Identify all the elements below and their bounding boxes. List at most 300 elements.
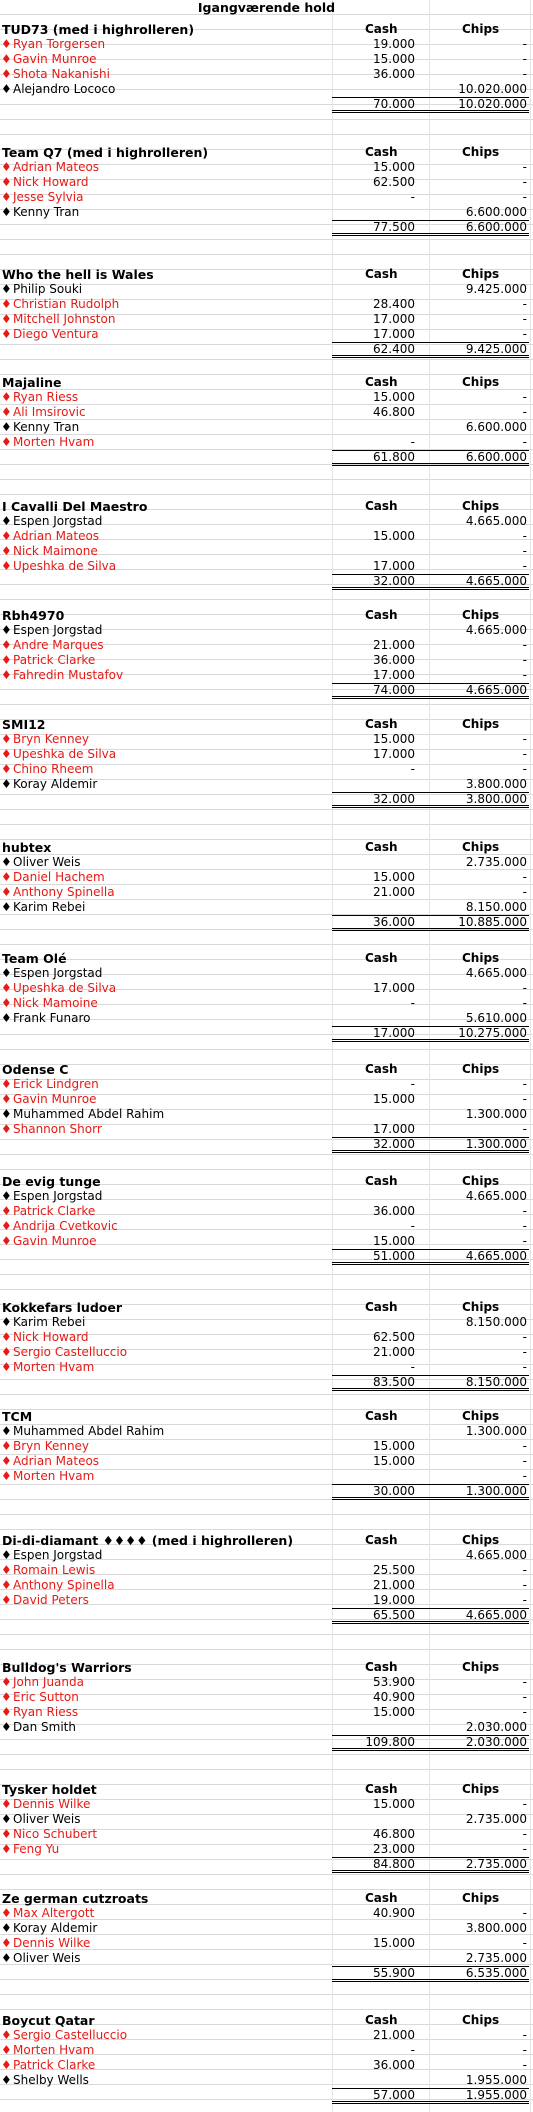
player-chips: - <box>522 405 527 419</box>
player-chips: - <box>522 2043 527 2057</box>
player-name: Kenny Tran <box>13 420 80 434</box>
player-name: Adrian Mateos <box>13 160 100 174</box>
total-chips: 1.300.000 <box>465 1484 527 1498</box>
total-cash: 65.500 <box>373 1608 415 1622</box>
player-chips: - <box>522 1593 527 1607</box>
player-cash: - <box>410 1360 415 1374</box>
total-chips: 10.275.000 <box>458 1026 527 1040</box>
red-diamond-icon: ♦ <box>1 327 12 341</box>
total-cash: 36.000 <box>373 915 415 929</box>
grid-row-line <box>0 1754 533 1755</box>
player-name: Shannon Shorr <box>13 1122 102 1136</box>
grid-row-line <box>0 1514 533 1515</box>
player-chips: - <box>522 2028 527 2042</box>
grid-row-line <box>0 1154 533 1155</box>
player-chips: - <box>522 1705 527 1719</box>
red-diamond-icon: ♦ <box>1 1330 12 1344</box>
player-chips: - <box>522 870 527 884</box>
team-title: hubtex <box>2 840 52 855</box>
player-chips: 3.800.000 <box>465 777 527 791</box>
total-cash: 17.000 <box>373 1026 415 1040</box>
player-cash: 23.000 <box>373 1842 415 1856</box>
player-chips: 4.665.000 <box>465 966 527 980</box>
red-diamond-icon: ♦ <box>1 37 12 51</box>
player-name: Feng Yu <box>13 1842 60 1856</box>
red-diamond-icon: ♦ <box>1 1092 12 1106</box>
red-diamond-icon: ♦ <box>1 2028 12 2042</box>
total-chips: 6.535.000 <box>465 1966 527 1980</box>
player-chips: 2.030.000 <box>465 1720 527 1734</box>
total-cash: 30.000 <box>373 1484 415 1498</box>
red-diamond-icon: ♦ <box>1 996 12 1010</box>
player-cash: 36.000 <box>373 67 415 81</box>
grid-row-line <box>0 614 533 615</box>
red-diamond-icon: ♦ <box>1 529 12 543</box>
red-diamond-icon: ♦ <box>1 297 12 311</box>
red-diamond-icon: ♦ <box>1 435 12 449</box>
header-cash: Cash <box>365 1782 398 1796</box>
red-diamond-icon: ♦ <box>1 1827 12 1841</box>
grid-row-line <box>0 1529 533 1530</box>
player-chips: 1.955.000 <box>465 2073 527 2087</box>
player-chips: - <box>522 1797 527 1811</box>
player-cash: - <box>410 435 415 449</box>
player-cash: 21.000 <box>373 2028 415 2042</box>
total-cash: 32.000 <box>373 792 415 806</box>
black-diamond-icon: ♦ <box>1 205 12 219</box>
black-diamond-icon: ♦ <box>1 1812 12 1826</box>
grid-row-line <box>0 1649 533 1650</box>
player-chips: 5.610.000 <box>465 1011 527 1025</box>
red-diamond-icon: ♦ <box>1 981 12 995</box>
red-diamond-icon: ♦ <box>1 1690 12 1704</box>
black-diamond-icon: ♦ <box>1 1107 12 1121</box>
red-diamond-icon: ♦ <box>1 1705 12 1719</box>
header-chips: Chips <box>462 1409 500 1423</box>
player-cash: 15.000 <box>373 52 415 66</box>
red-diamond-icon: ♦ <box>1 2058 12 2072</box>
team-title: Di-di-diamant ♦♦♦♦ (med i highrolleren) <box>2 1533 294 1548</box>
player-cash: - <box>410 762 415 776</box>
player-name: Nico Schubert <box>13 1827 98 1841</box>
player-name: Muhammed Abdel Rahim <box>13 1107 165 1121</box>
player-chips: - <box>522 747 527 761</box>
header-chips: Chips <box>462 1891 500 1905</box>
black-diamond-icon: ♦ <box>1 855 12 869</box>
total-chips: 3.800.000 <box>465 792 527 806</box>
header-chips: Chips <box>462 267 500 281</box>
total-cash: 32.000 <box>373 1137 415 1151</box>
player-chips: - <box>522 1360 527 1374</box>
player-chips: - <box>522 160 527 174</box>
grid-row-line <box>0 839 533 840</box>
red-diamond-icon: ♦ <box>1 67 12 81</box>
player-name: Bryn Kenney <box>13 732 90 746</box>
grid-row-line <box>0 119 533 120</box>
player-chips: 2.735.000 <box>465 1951 527 1965</box>
black-diamond-icon: ♦ <box>1 282 12 296</box>
player-cash: 21.000 <box>373 885 415 899</box>
header-chips: Chips <box>462 1174 500 1188</box>
player-name: Upeshka de Silva <box>13 981 117 995</box>
black-diamond-icon: ♦ <box>1 1921 12 1935</box>
player-name: Max Altergott <box>13 1906 95 1920</box>
red-diamond-icon: ♦ <box>1 175 12 189</box>
red-diamond-icon: ♦ <box>1 732 12 746</box>
header-chips: Chips <box>462 608 500 622</box>
player-cash: 15.000 <box>373 1705 415 1719</box>
red-diamond-icon: ♦ <box>1 1204 12 1218</box>
player-cash: 62.500 <box>373 1330 415 1344</box>
header-chips: Chips <box>462 499 500 513</box>
grid-row-line <box>0 1064 533 1065</box>
header-chips: Chips <box>462 375 500 389</box>
player-name: Erick Lindgren <box>13 1077 99 1091</box>
team-title: Kokkefars ludoer <box>2 1300 123 1315</box>
red-diamond-icon: ♦ <box>1 870 12 884</box>
total-chips: 10.020.000 <box>458 97 527 111</box>
player-chips: - <box>522 1936 527 1950</box>
total-chips: 4.665.000 <box>465 1249 527 1263</box>
player-cash: 15.000 <box>373 1797 415 1811</box>
player-name: Diego Ventura <box>13 327 99 341</box>
player-chips: - <box>522 1578 527 1592</box>
team-title: Rbh4970 <box>2 608 65 623</box>
player-name: Patrick Clarke <box>13 2058 96 2072</box>
player-cash: 15.000 <box>373 390 415 404</box>
team-title: TUD73 (med i highrolleren) <box>2 22 195 37</box>
red-diamond-icon: ♦ <box>1 1345 12 1359</box>
player-name: Dennis Wilke <box>13 1936 91 1950</box>
player-cash: 36.000 <box>373 653 415 667</box>
player-name: Adrian Mateos <box>13 1454 100 1468</box>
grid-row-line <box>0 239 533 240</box>
player-name: Espen Jorgstad <box>13 1548 103 1562</box>
total-cash: 62.400 <box>373 342 415 356</box>
header-cash: Cash <box>365 1891 398 1905</box>
header-cash: Cash <box>365 499 398 513</box>
red-diamond-icon: ♦ <box>1 885 12 899</box>
header-chips: Chips <box>462 2013 500 2027</box>
player-chips: - <box>522 1690 527 1704</box>
player-cash: 15.000 <box>373 732 415 746</box>
header-cash: Cash <box>365 1533 398 1547</box>
player-name: Shota Nakanishi <box>13 67 110 81</box>
black-diamond-icon: ♦ <box>1 1951 12 1965</box>
total-chips: 9.425.000 <box>465 342 527 356</box>
red-diamond-icon: ♦ <box>1 160 12 174</box>
player-chips: - <box>522 732 527 746</box>
header-chips: Chips <box>462 1300 500 1314</box>
player-name: Dennis Wilke <box>13 1797 91 1811</box>
player-name: David Peters <box>13 1593 89 1607</box>
header-chips: Chips <box>462 145 500 159</box>
red-diamond-icon: ♦ <box>1 638 12 652</box>
player-name: Espen Jorgstad <box>13 966 103 980</box>
player-chips: - <box>522 1204 527 1218</box>
player-name: Upeshka de Silva <box>13 559 117 573</box>
grid-row-line <box>0 1889 533 1890</box>
total-cash: 77.500 <box>373 220 415 234</box>
player-cash: 15.000 <box>373 529 415 543</box>
player-cash: 21.000 <box>373 1345 415 1359</box>
player-name: Nick Howard <box>13 175 89 189</box>
player-chips: - <box>522 1077 527 1091</box>
grid-row-line <box>0 1394 533 1395</box>
player-cash: 15.000 <box>373 870 415 884</box>
red-diamond-icon: ♦ <box>1 1797 12 1811</box>
player-cash: 40.900 <box>373 1906 415 1920</box>
player-cash: - <box>410 1077 415 1091</box>
team-title: De evig tunge <box>2 1174 101 1189</box>
grid-row-line <box>0 1769 533 1770</box>
total-chips: 4.665.000 <box>465 1608 527 1622</box>
player-name: Anthony Spinella <box>13 1578 115 1592</box>
player-name: Fahredin Mustafov <box>13 668 124 682</box>
grid-row-line <box>0 494 533 495</box>
team-title: SMI12 <box>2 717 46 732</box>
header-chips: Chips <box>462 22 500 36</box>
red-diamond-icon: ♦ <box>1 1593 12 1607</box>
player-name: Andrija Cvetkovic <box>13 1219 118 1233</box>
red-diamond-icon: ♦ <box>1 1454 12 1468</box>
player-cash: 17.000 <box>373 668 415 682</box>
player-chips: - <box>522 762 527 776</box>
grid-row-line <box>0 2009 533 2010</box>
player-name: Philip Souki <box>13 282 83 296</box>
grid-row-line <box>0 1634 533 1635</box>
player-name: Adrian Mateos <box>13 529 100 543</box>
black-diamond-icon: ♦ <box>1 1189 12 1203</box>
player-cash: - <box>410 1219 415 1233</box>
player-name: Kenny Tran <box>13 205 80 219</box>
player-cash: 17.000 <box>373 312 415 326</box>
black-diamond-icon: ♦ <box>1 2073 12 2087</box>
red-diamond-icon: ♦ <box>1 405 12 419</box>
header-cash: Cash <box>365 608 398 622</box>
sheet-title: Igangværende hold <box>197 0 336 15</box>
total-chips: 8.150.000 <box>465 1375 527 1389</box>
player-cash: 46.800 <box>373 1827 415 1841</box>
total-cash: 61.800 <box>373 450 415 464</box>
player-chips: 6.600.000 <box>465 205 527 219</box>
player-name: Ali Imsirovic <box>13 405 86 419</box>
red-diamond-icon: ♦ <box>1 1219 12 1233</box>
header-cash: Cash <box>365 951 398 965</box>
black-diamond-icon: ♦ <box>1 1424 12 1438</box>
player-chips: - <box>522 312 527 326</box>
player-chips: - <box>522 435 527 449</box>
grid-row-line <box>0 944 533 945</box>
player-name: Jesse Sylvia <box>13 190 84 204</box>
player-chips: - <box>522 981 527 995</box>
player-cash: 17.000 <box>373 981 415 995</box>
grid-col-line <box>530 0 531 2112</box>
player-chips: - <box>522 529 527 543</box>
player-chips: 4.665.000 <box>465 1548 527 1562</box>
team-title: Ze german cutzroats <box>2 1891 149 1906</box>
player-name: Ryan Riess <box>13 390 79 404</box>
player-chips: - <box>522 175 527 189</box>
player-chips: - <box>522 327 527 341</box>
header-chips: Chips <box>462 717 500 731</box>
grid-row-line <box>0 1169 533 1170</box>
player-name: Espen Jorgstad <box>13 1189 103 1203</box>
player-name: Morten Hvam <box>13 1469 95 1483</box>
red-diamond-icon: ♦ <box>1 390 12 404</box>
black-diamond-icon: ♦ <box>1 1720 12 1734</box>
player-chips: - <box>522 653 527 667</box>
black-diamond-icon: ♦ <box>1 82 12 96</box>
team-title: Odense C <box>2 1062 69 1077</box>
total-chips: 1.955.000 <box>465 2088 527 2102</box>
player-name: Sergio Castelluccio <box>13 1345 128 1359</box>
player-cash: 36.000 <box>373 2058 415 2072</box>
player-chips: 1.300.000 <box>465 1424 527 1438</box>
player-name: Ryan Riess <box>13 1705 79 1719</box>
player-cash: 28.400 <box>373 297 415 311</box>
header-chips: Chips <box>462 951 500 965</box>
player-name: Gavin Munroe <box>13 1234 97 1248</box>
player-chips: 3.800.000 <box>465 1921 527 1935</box>
red-diamond-icon: ♦ <box>1 1842 12 1856</box>
header-cash: Cash <box>365 840 398 854</box>
team-title: Bulldog's Warriors <box>2 1660 132 1675</box>
player-chips: - <box>522 37 527 51</box>
player-name: Koray Aldemir <box>13 1921 98 1935</box>
player-name: Karim Rebei <box>13 1315 86 1329</box>
total-cash: 32.000 <box>373 574 415 588</box>
player-chips: 9.425.000 <box>465 282 527 296</box>
player-cash: 40.900 <box>373 1690 415 1704</box>
header-chips: Chips <box>462 840 500 854</box>
player-name: Muhammed Abdel Rahim <box>13 1424 165 1438</box>
grid-row-line <box>0 1994 533 1995</box>
player-chips: - <box>522 1330 527 1344</box>
grid-row-line <box>0 134 533 135</box>
player-name: Patrick Clarke <box>13 653 96 667</box>
player-name: Oliver Weis <box>13 855 81 869</box>
black-diamond-icon: ♦ <box>1 900 12 914</box>
player-cash: 17.000 <box>373 327 415 341</box>
player-name: Daniel Hachem <box>13 870 105 884</box>
player-chips: - <box>522 996 527 1010</box>
total-cash: 57.000 <box>373 2088 415 2102</box>
player-name: Nick Howard <box>13 1330 89 1344</box>
player-chips: - <box>522 1906 527 1920</box>
black-diamond-icon: ♦ <box>1 966 12 980</box>
black-diamond-icon: ♦ <box>1 1315 12 1329</box>
header-cash: Cash <box>365 22 398 36</box>
header-chips: Chips <box>462 1533 500 1547</box>
player-cash: - <box>410 996 415 1010</box>
player-name: Andre Marques <box>13 638 104 652</box>
player-cash: 46.800 <box>373 405 415 419</box>
grid-row-line <box>0 704 533 705</box>
player-name: Morten Hvam <box>13 2043 95 2057</box>
player-name: Nick Mamoine <box>13 996 98 1010</box>
red-diamond-icon: ♦ <box>1 1439 12 1453</box>
team-title: Team Q7 (med i highrolleren) <box>2 145 209 160</box>
header-cash: Cash <box>365 1174 398 1188</box>
red-diamond-icon: ♦ <box>1 312 12 326</box>
team-title: Who the hell is Wales <box>2 267 154 282</box>
player-name: Romain Lewis <box>13 1563 96 1577</box>
player-name: Bryn Kenney <box>13 1439 90 1453</box>
grid-row-line <box>0 824 533 825</box>
player-name: Nick Maimone <box>13 544 98 558</box>
red-diamond-icon: ♦ <box>1 1234 12 1248</box>
player-chips: - <box>522 190 527 204</box>
player-chips: 4.665.000 <box>465 1189 527 1203</box>
red-diamond-icon: ♦ <box>1 1563 12 1577</box>
red-diamond-icon: ♦ <box>1 1936 12 1950</box>
team-title: Majaline <box>2 375 62 390</box>
total-chips: 6.600.000 <box>465 220 527 234</box>
player-chips: - <box>522 1827 527 1841</box>
total-chips: 4.665.000 <box>465 574 527 588</box>
player-chips: 2.735.000 <box>465 1812 527 1826</box>
total-chips: 2.735.000 <box>465 1857 527 1871</box>
red-diamond-icon: ♦ <box>1 762 12 776</box>
player-chips: - <box>522 544 527 558</box>
player-name: Dan Smith <box>13 1720 76 1734</box>
red-diamond-icon: ♦ <box>1 2043 12 2057</box>
player-cash: 25.500 <box>373 1563 415 1577</box>
red-diamond-icon: ♦ <box>1 1360 12 1374</box>
player-name: Patrick Clarke <box>13 1204 96 1218</box>
red-diamond-icon: ♦ <box>1 1906 12 1920</box>
grid-row-line <box>0 374 533 375</box>
player-chips: 1.300.000 <box>465 1107 527 1121</box>
header-cash: Cash <box>365 2013 398 2027</box>
player-chips: - <box>522 1122 527 1136</box>
team-title: TCM <box>2 1409 33 1424</box>
header-cash: Cash <box>365 267 398 281</box>
player-chips: - <box>522 1439 527 1453</box>
black-diamond-icon: ♦ <box>1 1548 12 1562</box>
red-diamond-icon: ♦ <box>1 1675 12 1689</box>
grid-row-line <box>0 1874 533 1875</box>
total-chips: 6.600.000 <box>465 450 527 464</box>
black-diamond-icon: ♦ <box>1 1011 12 1025</box>
grid-row-line <box>0 359 533 360</box>
player-cash: 19.000 <box>373 37 415 51</box>
player-chips: 2.735.000 <box>465 855 527 869</box>
black-diamond-icon: ♦ <box>1 777 12 791</box>
player-name: Shelby Wells <box>13 2073 89 2087</box>
player-cash: 17.000 <box>373 747 415 761</box>
player-name: Espen Jorgstad <box>13 514 103 528</box>
player-chips: 8.150.000 <box>465 900 527 914</box>
player-chips: - <box>522 1842 527 1856</box>
player-cash: 15.000 <box>373 1439 415 1453</box>
red-diamond-icon: ♦ <box>1 653 12 667</box>
total-cash: 70.000 <box>373 97 415 111</box>
player-cash: 53.900 <box>373 1675 415 1689</box>
red-diamond-icon: ♦ <box>1 559 12 573</box>
player-cash: 19.000 <box>373 1593 415 1607</box>
grid-row-line <box>0 1289 533 1290</box>
red-diamond-icon: ♦ <box>1 544 12 558</box>
team-title: Boycut Qatar <box>2 2013 95 2028</box>
black-diamond-icon: ♦ <box>1 514 12 528</box>
player-name: Chino Rheem <box>13 762 94 776</box>
red-diamond-icon: ♦ <box>1 668 12 682</box>
player-cash: 21.000 <box>373 638 415 652</box>
red-diamond-icon: ♦ <box>1 190 12 204</box>
player-chips: - <box>522 1469 527 1483</box>
